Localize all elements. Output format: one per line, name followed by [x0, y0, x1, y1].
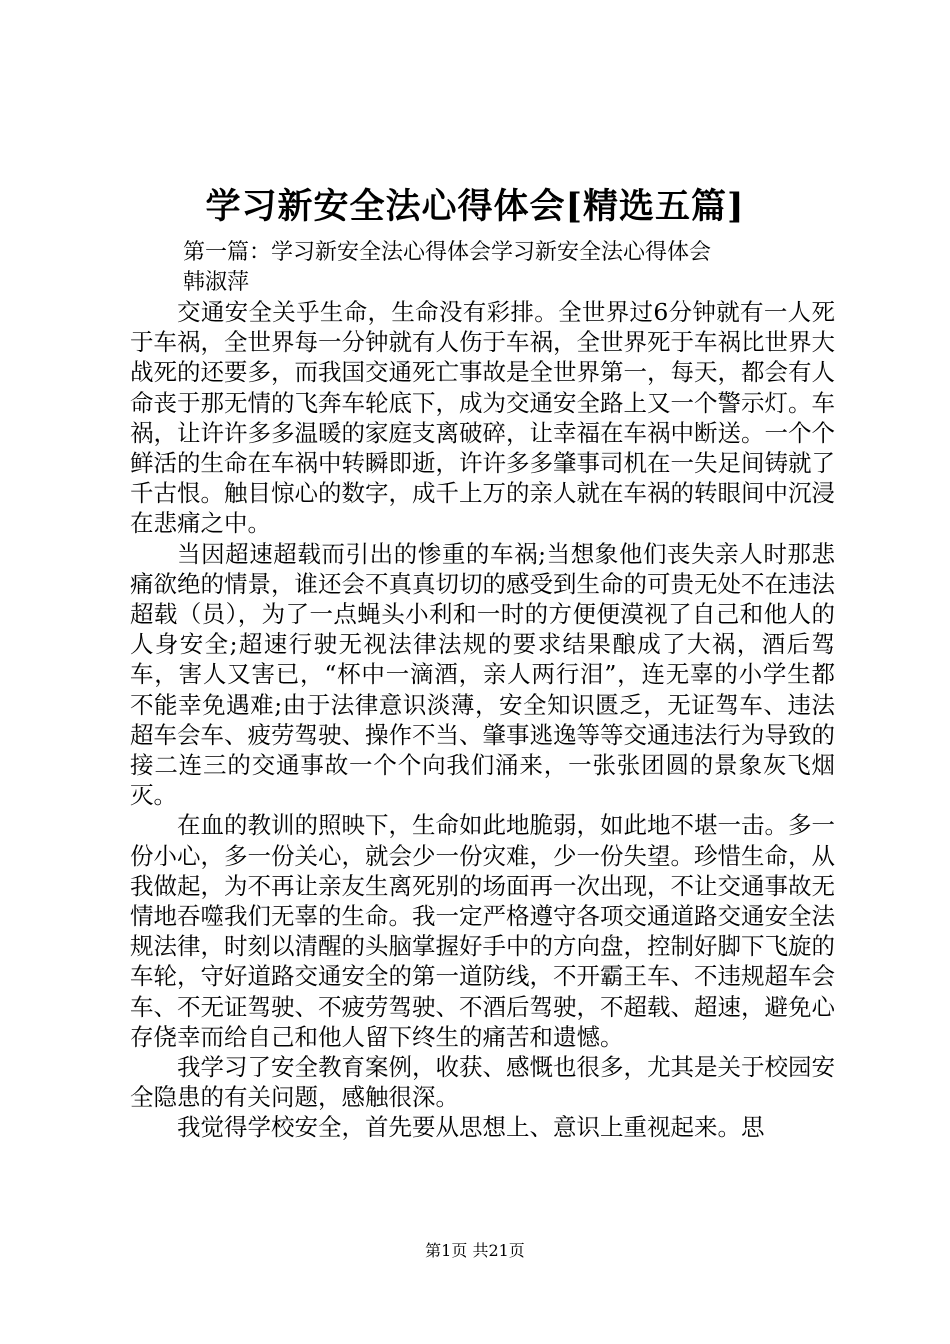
body-text	[130, 297, 835, 1143]
document-title: 学习新安全法心得体会[精选五篇]	[205, 186, 745, 227]
paragraph-4: 我学习了安全教育案例，收获、感慨也很多，尤其是关于校园安全隐患的有关问题，感触很深。	[130, 1053, 835, 1112]
section-heading: 第一篇：学习新安全法心得体会学习新安全法心得体会	[183, 240, 712, 265]
paragraph-1: 交通安全关乎生命，生命没有彩排。全世界过6分钟就有一人死于车祸，全世界每一分钟就有人伤于车祸，全世界死于车祸比世界大战死的还要多，而我国交通死亡事故是全世界第一，每天，都会有人命丧于那无情的飞奔车轮底下，成为交通安全路上又一个警示灯。车祸，让许许多多温暖的家庭支离破碎，让幸福在车祸中断送。一个个鲜活的生命在车祸中转瞬即逝，许许多多肇事司机在一失足间铸就了千古恨。触目惊心的数字，成千上万的亲人就在车祸的转眼间中沉浸在悲痛之中。	[130, 298, 835, 538]
paragraph-2: 当因超速超载而引出的惨重的车祸;当想象他们丧失亲人时那悲痛欲绝的情景，谁还会不真真切切的感受到生命的可贵无处不在违法超载（员），为了一点蝇头小利和一时的方便便漠视了自己和他人的人身安全;超速行驶无视法律法规的要求结果酿成了大祸，酒后驾车，害人又害已，“杯中一滴酒，亲人两行泪”，连无辜的小学生都不能幸免遇难;由于法律意识淡薄，安全知识匮乏，无证驾车、违法超车会车、疲劳驾驶、操作不当、肇事逃逸等等交通违法行为导致的接二连三的交通事故一个个向我们涌来，一张张团圆的景象灰飞烟灭。	[130, 539, 835, 810]
paragraph-3: 在血的教训的照映下，生命如此地脆弱，如此地不堪一击。多一份小心，多一份关心，就会少一份灾难，少一份失望。珍惜生命，从我做起，为不再让亲友生离死别的场面再一次出现，不让交通事故无情地吞噬我们无辜的生命。我一定严格遵守各项交通道路交通安全法规法律，时刻以清醒的头脑掌握好手中的方向盘，控制好脚下飞旋的车轮，守好道路交通安全的第一道防线，不开霸王车、不违规超车会车、不无证驾驶、不疲劳驾驶、不酒后驾驶，不超载、超速，避免心存侥幸而给自己和他人留下终生的痛苦和遗憾。	[130, 811, 835, 1051]
author-name: 韩淑萍	[183, 270, 250, 295]
page-indicator: 第1页 共21页	[425, 1241, 525, 1260]
paragraph-5: 我觉得学校安全，首先要从思想上、意识上重视起来。思	[177, 1113, 765, 1142]
